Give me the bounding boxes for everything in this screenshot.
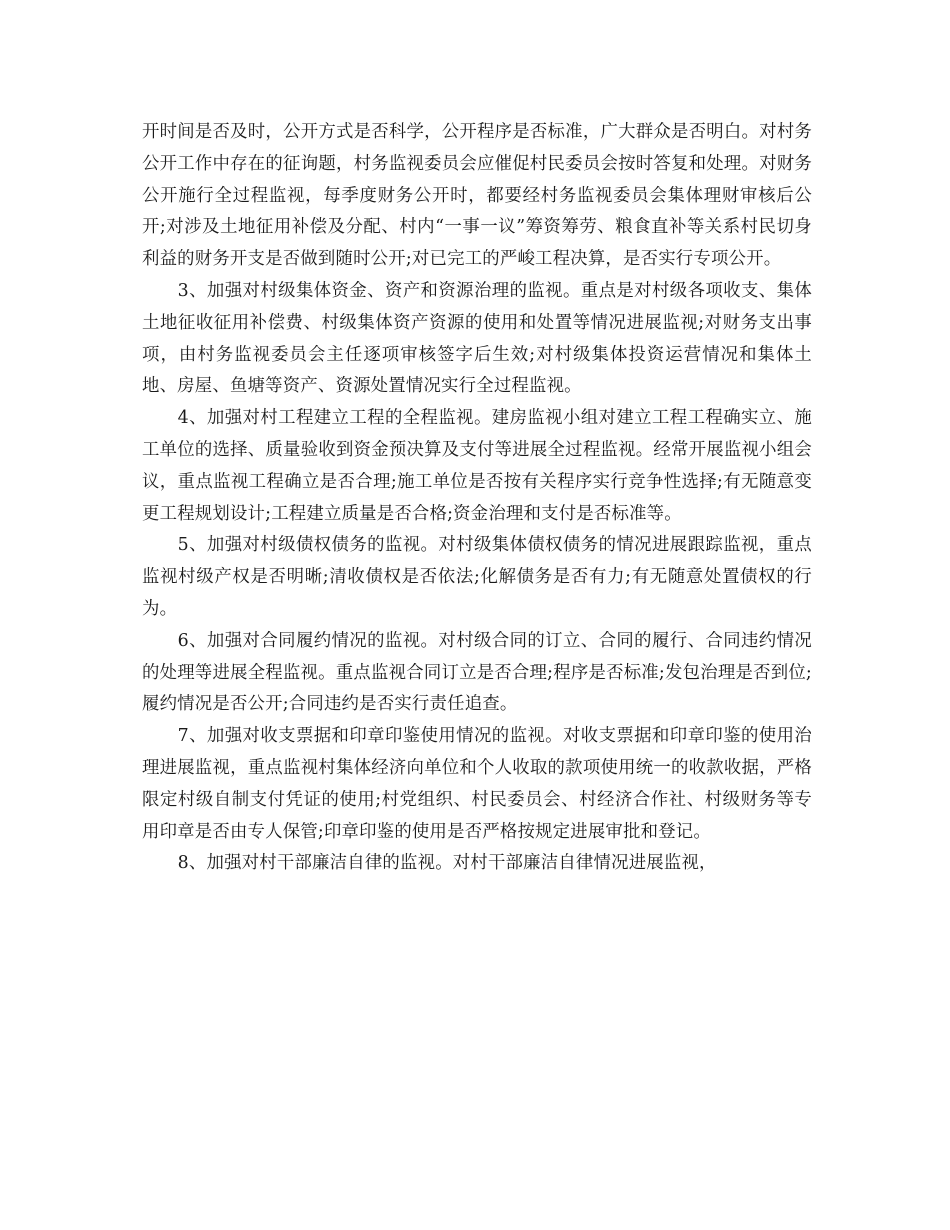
paragraph-item-8: 8、加强对村干部廉洁自律的监视。对村干部廉洁自律情况进展监视， <box>177 853 717 874</box>
paragraph-item-4: 4、加强对村工程建立工程的全程监视。建房监视小组对建立工程工程确实立、施工单位的选择、质量验收到资金预决算及支付等进展全过程监视。经常开展监视小组会议，重点监视工程确立是否合理;施工单位是否按有关程序实行竞争性选择;有无随意变更工程规划设计;工程建立质量是否合格;资金治理和支付是否标准等。 <box>142 408 812 524</box>
paragraph-item-5: 5、加强对村级债权债务的监视。对村级集体债权债务的情况进展跟踪监视，重点监视村级产权是否明晰;清收债权是否依法;化解债务是否有力;有无随意处置债权的行为。 <box>142 535 812 619</box>
paragraph-continuation: 开时间是否及时，公开方式是否科学，公开程序是否标准，广大群众是否明白。对村务公开工作中存在的征询题，村务监视委员会应催促村民委员会按时答复和处理。对财务公开施行全过程监视，每季度财务公开时，都要经村务监视委员会集体理财审核后公开;对涉及土地征用补偿及分配、村内“一事一议”筹资筹劳、粮食直补等关系村民切身利益的财务开支是否做到随时公开;对已完工的严峻工程决算，是否实行专项公开。 <box>142 122 812 270</box>
document-page <box>142 117 812 880</box>
paragraph-item-7: 7、加强对收支票据和印章印鉴使用情况的监视。对收支票据和印章印鉴的使用治理进展监视，重点监视村集体经济向单位和个人收取的款项使用统一的收款收据，严格限定村级自制支付凭证的使用;村党组织、村民委员会、村经济合作社、村级财务等专用印章是否由专人保管;印章印鉴的使用是否严格按规定进展审批和登记。 <box>142 726 812 842</box>
paragraph-item-6: 6、加强对合同履约情况的监视。对村级合同的订立、合同的履行、合同违约情况的处理等进展全程监视。重点监视合同订立是否合理;程序是否标准;发包治理是否到位;履约情况是否公开;合同违约是否实行责任追查。 <box>142 630 812 715</box>
paragraph-item-3: 3、加强对村级集体资金、资产和资源治理的监视。重点是对村级各项收支、集体土地征收征用补偿费、村级集体资产资源的使用和处置等情况进展监视;对财务支出事项，由村务监视委员会主任逐项审核签字后生效;对村级集体投资运营情况和集体土地、房屋、鱼塘等资产、资源处置情况实行全过程监视。 <box>142 280 812 397</box>
